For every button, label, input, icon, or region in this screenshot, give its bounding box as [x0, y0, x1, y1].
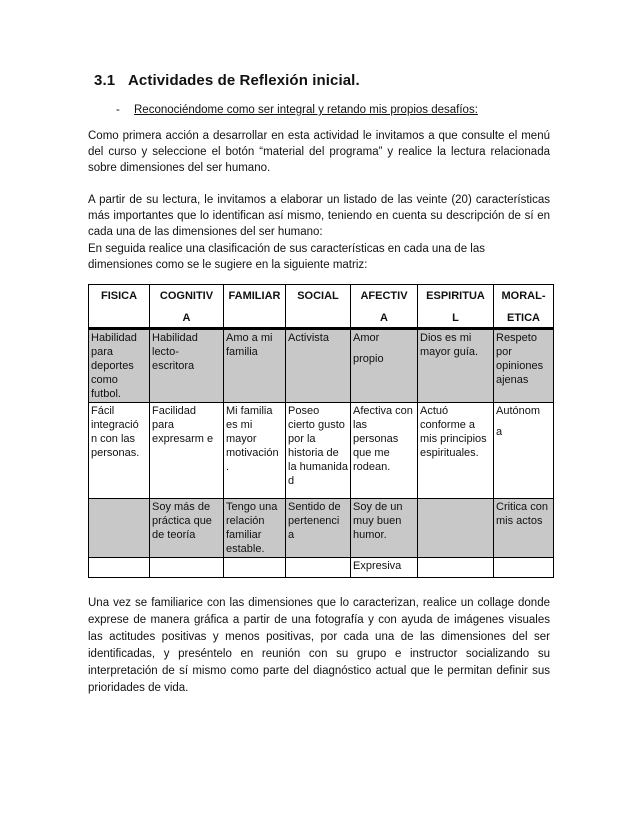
- table-cell: Dios es mi mayor guía.: [418, 329, 494, 403]
- table-cell: Tengo una relación familiar estable.: [224, 499, 286, 558]
- table-cell: Amo a mi familia: [224, 329, 286, 403]
- table-cell: Expresiva: [351, 558, 418, 578]
- subsection-title: Reconociéndome como ser integral y retando mis propios desafíos:: [134, 104, 478, 116]
- table-cell: [89, 558, 150, 578]
- header-moral-etica: MORAL- ETICA: [494, 285, 554, 329]
- table-cell: Facilidad para expresarm e: [150, 403, 224, 499]
- table-cell: Soy de un muy buen humor.: [351, 499, 418, 558]
- table-cell: Habilidad lecto-escritora: [150, 329, 224, 403]
- table-cell: Respeto por opiniones ajenas: [494, 329, 554, 403]
- subsection-item: [116, 104, 478, 116]
- dimensions-matrix: [88, 284, 554, 578]
- header-cognitiva: COGNITIV A: [150, 285, 224, 329]
- table-cell: Amor propio: [351, 329, 418, 403]
- table-cell: Autónom a: [494, 403, 554, 499]
- matrix-row-3: [89, 499, 554, 558]
- table-cell: Afectiva con las personas que me rodean.: [351, 403, 418, 499]
- table-cell: [150, 558, 224, 578]
- matrix-row-2: [89, 403, 554, 499]
- header-afectiva: AFECTIV A: [351, 285, 418, 329]
- header-social: SOCIAL: [286, 285, 351, 329]
- section-heading: [94, 72, 360, 89]
- table-cell: [418, 499, 494, 558]
- header-espiritual: ESPIRITUA L: [418, 285, 494, 329]
- paragraph-2: A partir de su lectura, le invitamos a elaborar un listado de las veinte (20) características más importantes que lo identifican así mismo, teniendo en cuenta su descripción de sí en cada una de las dimensiones del ser humano:: [88, 194, 550, 239]
- header-fisica: FISICA: [89, 285, 150, 329]
- table-cell: [494, 558, 554, 578]
- matrix-row-4: [89, 558, 554, 578]
- table-cell: [418, 558, 494, 578]
- table-cell: Poseo cierto gusto por la historia de la humanida d: [286, 403, 351, 499]
- table-cell: [224, 558, 286, 578]
- table-cell: [286, 558, 351, 578]
- table-cell: Mi familia es mi mayor motivación .: [224, 403, 286, 499]
- table-cell: Soy más de práctica que de teoría: [150, 499, 224, 558]
- section-title: Actividades de Reflexión inicial.: [128, 72, 360, 89]
- table-cell: Fácil integració n con las personas.: [89, 403, 150, 499]
- table-cell: Sentido de pertenenci a: [286, 499, 351, 558]
- section-number: 3.1: [94, 72, 116, 89]
- table-cell: Habilidad para deportes como futbol.: [89, 329, 150, 403]
- paragraph-1: Como primera acción a desarrollar en esta actividad le invitamos a que consulte el menú del curso y seleccione el botón “material del programa” y realice la lectura relacionada sobre dimensiones del ser humano.: [88, 130, 550, 175]
- table-cell: Critica con mis actos: [494, 499, 554, 558]
- bullet-dash: -: [116, 104, 120, 116]
- table-cell: Actuó conforme a mis principios espirituales.: [418, 403, 494, 499]
- table-cell: [89, 499, 150, 558]
- header-familiar: FAMILIAR: [224, 285, 286, 329]
- paragraph-3: En seguida realice una clasificación de sus características en cada una de las dimensiones como se le sugiere en la siguiente matriz:: [88, 243, 485, 272]
- matrix-row-1: [89, 329, 554, 403]
- paragraph-4: Una vez se familiarice con las dimensiones que lo caracterizan, realice un collage donde exprese de manera gráfica a partir de una fotografía y con ayuda de imágenes visuales las actitudes positivas y menos positivas, por cada una de las dimensiones del ser identificadas, y preséntelo en reunión con su grupo e instructor socializando su interpretación de sí mismo como parte del diagnóstico actual que le permitan definir sus prioridades de vida.: [88, 597, 550, 694]
- matrix-header-row: [89, 285, 554, 329]
- table-cell: Activista: [286, 329, 351, 403]
